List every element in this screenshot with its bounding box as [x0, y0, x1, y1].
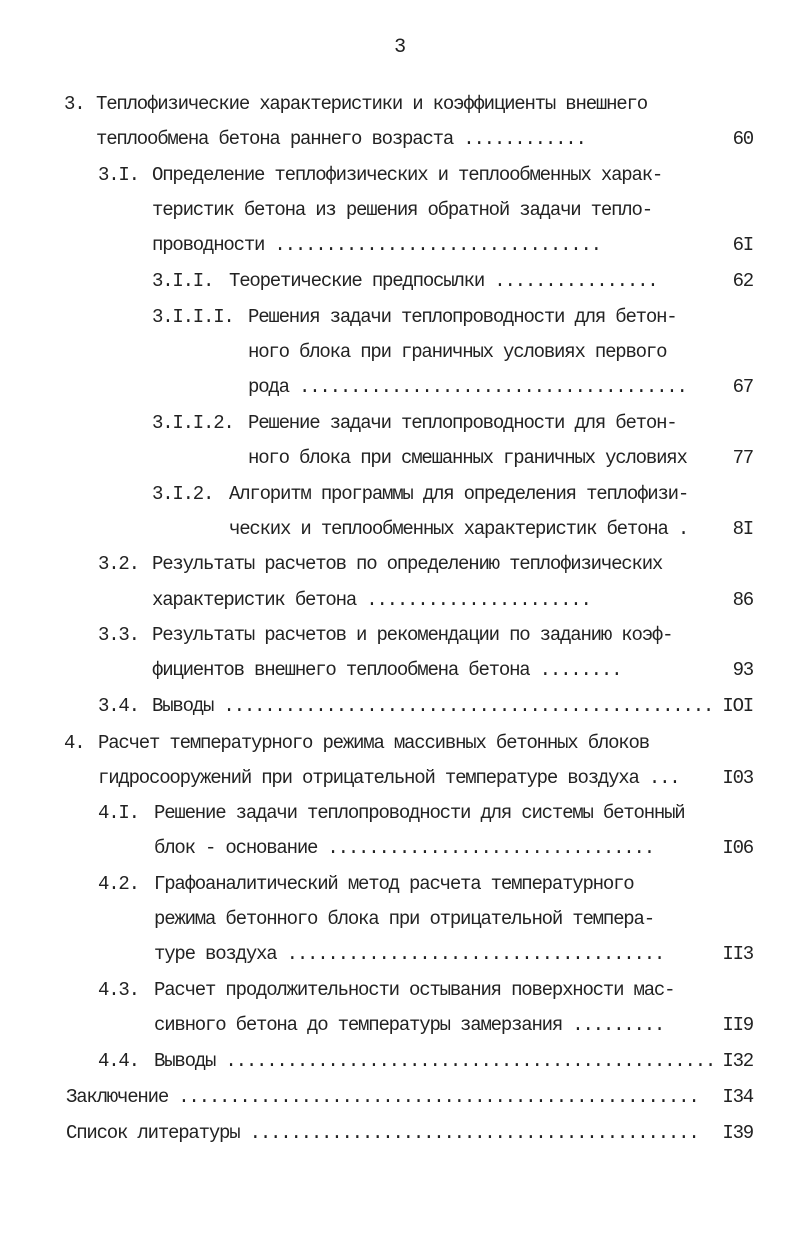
entry-number: 3.I.I.: [152, 270, 214, 292]
entry-number: 3.I.I.I.: [152, 306, 234, 328]
entry-title-line: Алгоритм программы для определения теплофизи-: [229, 483, 689, 505]
entry-title-line: режима бетонного блока при отрицательной темпера-: [154, 908, 654, 930]
entry-number: 4.2.: [98, 873, 139, 895]
entry-page: 62: [732, 270, 753, 292]
entry-page: I39: [722, 1122, 753, 1144]
entry-title-line: Определение теплофизических и теплообменных харак-: [152, 164, 663, 186]
entry-title-line: рода ......................................: [248, 376, 687, 398]
entry-title-line: Расчет температурного режима массивных бетонных блоков: [98, 732, 649, 754]
entry-number: 3.2.: [98, 553, 139, 575]
entry-number: 4.3.: [98, 979, 139, 1001]
entry-page: I34: [722, 1086, 753, 1108]
entry-page: 60: [732, 128, 753, 150]
entry-title-line: Расчет продолжительности остывания поверхности мас-: [154, 979, 675, 1001]
entry-title-line: Теоретические предпосылки ................: [229, 270, 658, 292]
entry-number: 3.I.I.2.: [152, 412, 234, 434]
entry-title-line: сивного бетона до температуры замерзания .........: [154, 1014, 665, 1036]
entry-title-line: теристик бетона из решения обратной задачи тепло-: [152, 199, 652, 221]
entry-title-line: ного блока при смешанных граничных условиях: [248, 447, 687, 469]
entry-page: 77: [732, 447, 753, 469]
entry-number: 4.: [64, 732, 85, 754]
entry-page: I06: [722, 837, 753, 859]
entry-title-line: теплообмена бетона раннего возраста ............: [96, 128, 586, 150]
entry-title-line: Решение задачи теплопроводности для бетон-: [248, 412, 677, 434]
entry-title-line: ного блока при граничных условиях первого: [248, 341, 667, 363]
entry-title-line: ческих и теплообменных характеристик бетона .: [229, 518, 689, 540]
entry-title-line: характеристик бетона ......................: [152, 589, 591, 611]
entry-title-line: фициентов внешнего теплообмена бетона ........: [152, 659, 622, 681]
entry-page: 6I: [732, 234, 753, 256]
entry-title-line: Теплофизические характеристики и коэффициенты внешнего: [96, 93, 647, 115]
entry-number: 3.: [64, 93, 85, 115]
entry-title-line: гидросооружений при отрицательной температуре воздуха ...: [98, 767, 680, 789]
entry-page: 8I: [732, 518, 753, 540]
entry-title-line: Результаты расчетов по определению теплофизических: [152, 553, 663, 575]
entry-title-line: блок - основание ................................: [154, 837, 654, 859]
entry-page: 67: [732, 376, 753, 398]
entry-number: 3.I.2.: [152, 483, 214, 505]
entry-title-line: Решение задачи теплопроводности для системы бетонный: [154, 802, 685, 824]
entry-title-line: Результаты расчетов и рекомендации по заданию коэф-: [152, 624, 673, 646]
entry-title-line: проводности ................................: [152, 234, 601, 256]
entry-page: II3: [722, 943, 753, 965]
page-number: 3: [394, 36, 405, 59]
entry-page: IOI: [722, 695, 753, 717]
entry-page: 86: [732, 589, 753, 611]
entry-title-line: Заключение ...................................................: [66, 1086, 699, 1108]
entry-title-line: Выводы ................................................: [154, 1050, 716, 1072]
entry-page: I03: [722, 767, 753, 789]
entry-title-line: Список литературы ............................................: [66, 1122, 699, 1144]
entry-number: 3.4.: [98, 695, 139, 717]
entry-title-line: Решения задачи теплопроводности для бетон-: [248, 306, 677, 328]
entry-title-line: туре воздуха .....................................: [154, 943, 665, 965]
entry-page: I32: [722, 1050, 753, 1072]
entry-page: II9: [722, 1014, 753, 1036]
entry-title-line: Графоаналитический метод расчета температурного: [154, 873, 634, 895]
entry-page: 93: [732, 659, 753, 681]
entry-title-line: Выводы ................................................: [152, 695, 714, 717]
entry-number: 4.I.: [98, 802, 139, 824]
entry-number: 3.3.: [98, 624, 139, 646]
entry-number: 4.4.: [98, 1050, 139, 1072]
entry-number: 3.I.: [98, 164, 139, 186]
